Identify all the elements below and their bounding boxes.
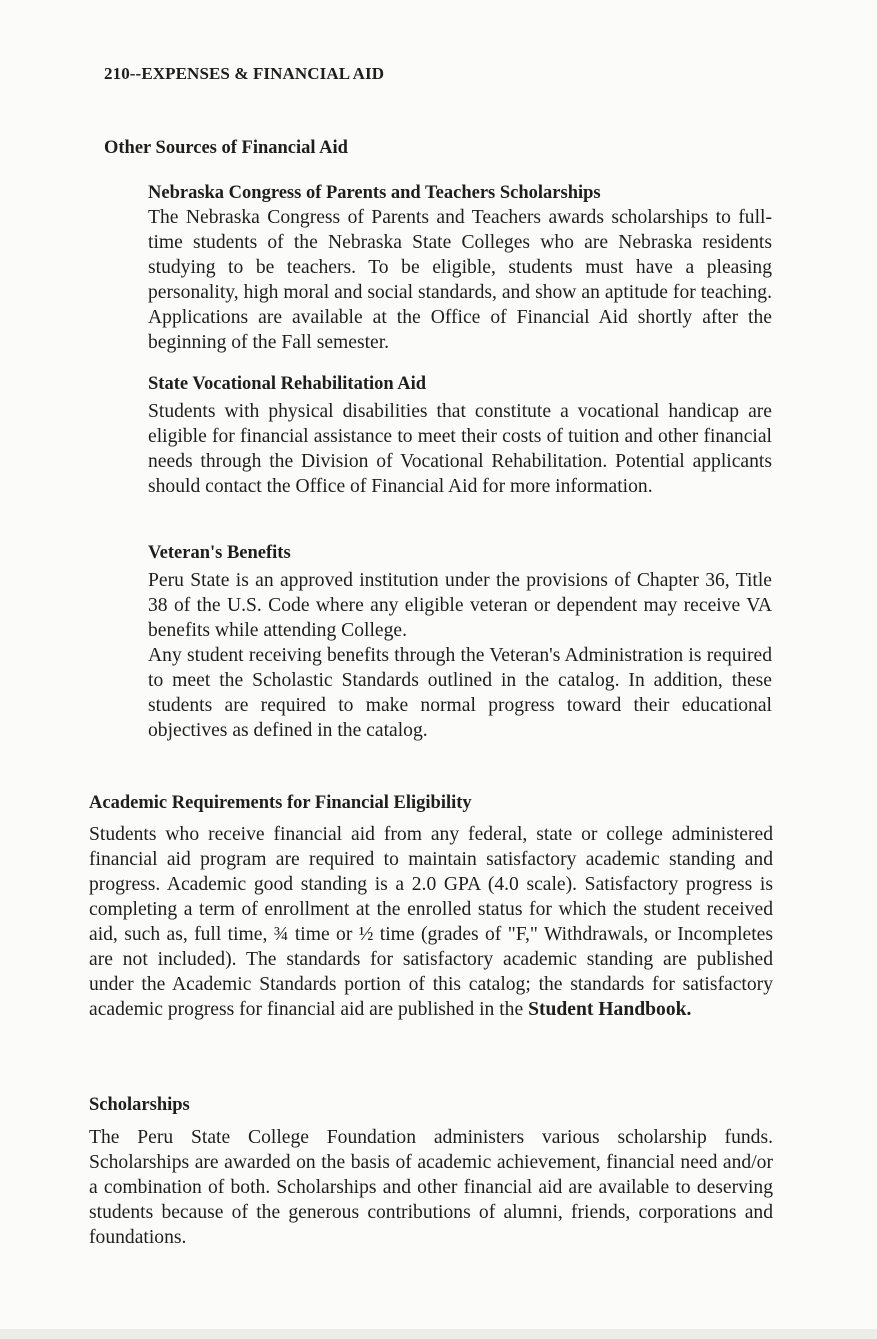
page-header: 210--EXPENSES & FINANCIAL AID — [104, 64, 385, 83]
academic-requirements-text: Students who receive financial aid from any federal, state or college administered financial aid program are required to maintain satisfactory academic standing and progress. Academic good standing is a 2.0 GPA (4.0 scale). Satisfactory progress is completing a term of enrollment at the enrolled status for which the student received aid, such as, full time, ¾ time or ½ time (grades of "F," Withdrawals, or Incompletes are not included). The standards for satisfactory academic standing are published under the Academic Standards portion of this catalog; the standards for satisfactory academic progress for financial aid are published in the — [89, 824, 773, 1020]
veterans-body-1: Peru State is an approved institution under the provisions of Chapter 36, Title 38 of the U.S. Code where any eligible veteran or dependent may receive VA benefits while attending College. — [148, 570, 772, 641]
veterans-heading: Veteran's Benefits — [148, 543, 291, 563]
vocational-rehab-heading: State Vocational Rehabilitation Aid — [148, 374, 427, 394]
other-sources-heading: Other Sources of Financial Aid — [104, 138, 348, 158]
nebraska-pta-body: The Nebraska Congress of Parents and Teachers awards scholarships to full-time students of the Nebraska State Colleges who are Nebraska residents studying to be teachers. To be eligible, students must have a pleasing personality, high moral and social standards, and show an aptitude for teaching. Applications are available at the Office of Financial Aid shortly after the beginning of the Fall semester. — [148, 207, 772, 353]
academic-requirements-heading: Academic Requirements for Financial Eligibility — [89, 793, 472, 813]
academic-requirements-body — [89, 822, 773, 1022]
veterans-body-2: Any student receiving benefits through the Veteran's Administration is required to meet the Scholastic Standards outlined in the catalog. In addition, these students are required to make normal progress toward their educational objectives as defined in the catalog. — [148, 645, 772, 741]
page-bottom-edge — [0, 1329, 877, 1339]
scholarships-heading: Scholarships — [89, 1095, 190, 1115]
scholarships-body: The Peru State College Foundation administers various scholarship funds. Scholarships are awarded on the basis of academic achievement, financial need and/or a combination of both. Scholarships and other financial aid are available to deserving students because of the generous contributions of alumni, friends, corporations and foundations. — [89, 1127, 773, 1248]
student-handbook-title: Student Handbook. — [528, 999, 692, 1020]
nebraska-pta-heading: Nebraska Congress of Parents and Teachers Scholarships — [148, 183, 601, 203]
vocational-rehab-body: Students with physical disabilities that constitute a vocational handicap are eligible for financial assistance to meet their costs of tuition and other financial needs through the Division of Vocational Rehabilitation. Potential applicants should contact the Office of Financial Aid for more information. — [148, 401, 772, 497]
